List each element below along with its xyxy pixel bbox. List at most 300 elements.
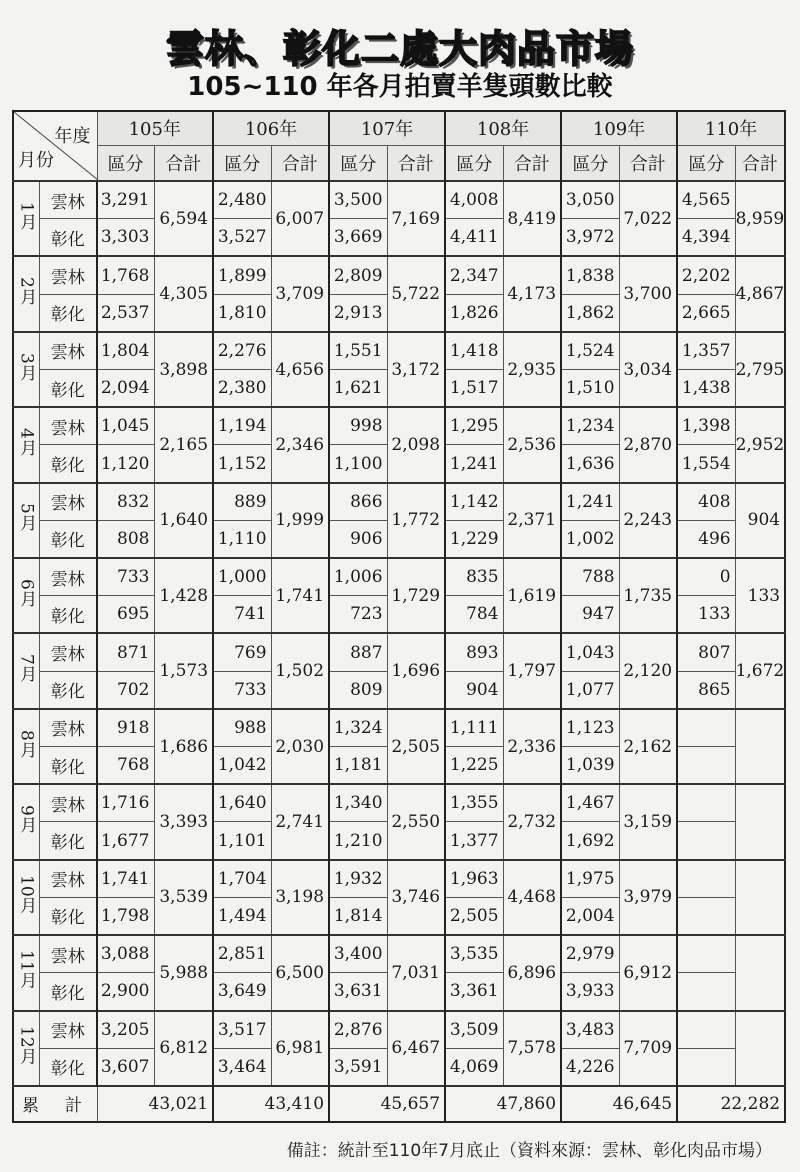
month-total: 3,172 — [387, 332, 445, 407]
region-label: 雲林 — [39, 407, 97, 445]
region-label: 彰化 — [39, 822, 97, 860]
table-row — [13, 332, 785, 370]
region-value: 4,008 — [445, 181, 503, 219]
region-value — [677, 784, 735, 822]
district-header: 區分 — [677, 145, 735, 181]
region-value: 832 — [97, 483, 154, 521]
month-total: 7,578 — [503, 1011, 561, 1086]
month-total: 3,393 — [154, 784, 213, 859]
cumulative-value: 46,645 — [561, 1086, 677, 1122]
region-value: 733 — [213, 671, 271, 709]
month-total: 2,371 — [503, 483, 561, 558]
region-value: 784 — [445, 596, 503, 634]
region-value: 3,483 — [561, 1011, 619, 1049]
month-text: 2月 — [16, 277, 37, 306]
region-value: 808 — [97, 520, 154, 558]
month-total: 1,729 — [387, 558, 445, 633]
region-value: 835 — [445, 558, 503, 596]
region-value: 3,464 — [213, 1048, 271, 1086]
region-label: 彰化 — [39, 294, 97, 332]
month-label — [13, 633, 39, 708]
region-value: 769 — [213, 633, 271, 671]
region-value: 1,045 — [97, 407, 154, 445]
region-value: 4,565 — [677, 181, 735, 219]
district-header: 區分 — [561, 145, 619, 181]
region-value: 1,110 — [213, 520, 271, 558]
region-value: 1,798 — [97, 897, 154, 935]
month-total: 2,741 — [271, 784, 329, 859]
region-value: 1,101 — [213, 822, 271, 860]
region-value: 1,899 — [213, 256, 271, 294]
month-text: 11月 — [16, 950, 37, 990]
region-value: 1,963 — [445, 860, 503, 898]
month-total: 6,467 — [387, 1011, 445, 1086]
region-value: 3,088 — [97, 935, 154, 973]
month-total: 3,709 — [271, 256, 329, 331]
region-label: 彰化 — [39, 445, 97, 483]
month-total: 2,952 — [735, 407, 785, 482]
total-header: 合計 — [503, 145, 561, 181]
region-value: 1,640 — [213, 784, 271, 822]
region-value: 1,225 — [445, 747, 503, 785]
month-text: 4月 — [16, 428, 37, 456]
month-text: 6月 — [16, 578, 37, 607]
region-value: 871 — [97, 633, 154, 671]
month-total: 1,686 — [154, 709, 213, 784]
month-total: 4,173 — [503, 256, 561, 331]
region-value: 893 — [445, 633, 503, 671]
cumulative-value: 43,410 — [213, 1086, 329, 1122]
region-value: 733 — [97, 558, 154, 596]
region-value: 947 — [561, 596, 619, 634]
month-total: 5,988 — [154, 935, 213, 1010]
year-header: 110年 — [677, 111, 785, 145]
region-value: 1,810 — [213, 294, 271, 332]
month-total: 6,896 — [503, 935, 561, 1010]
region-value: 1,324 — [329, 709, 387, 747]
month-total: 904 — [735, 483, 785, 558]
region-value: 4,411 — [445, 219, 503, 257]
region-value: 695 — [97, 596, 154, 634]
table-row — [13, 256, 785, 294]
header-row-years — [13, 111, 785, 145]
month-label — [13, 407, 39, 482]
month-text: 1月 — [16, 201, 37, 230]
month-total: 6,981 — [271, 1011, 329, 1086]
cumulative-value: 45,657 — [329, 1086, 445, 1122]
region-value: 4,394 — [677, 219, 735, 257]
region-value: 1,043 — [561, 633, 619, 671]
month-total: 3,198 — [271, 860, 329, 935]
month-total: 2,536 — [503, 407, 561, 482]
region-value: 723 — [329, 596, 387, 634]
region-value: 1,418 — [445, 332, 503, 370]
region-value: 3,535 — [445, 935, 503, 973]
region-value: 3,291 — [97, 181, 154, 219]
month-total: 1,573 — [154, 633, 213, 708]
month-text: 3月 — [16, 352, 37, 381]
region-value: 133 — [677, 596, 735, 634]
region-value: 1,741 — [97, 860, 154, 898]
region-value: 2,094 — [97, 370, 154, 408]
page-subtitle: 105~110 年各月拍賣羊隻頭數比較 — [187, 72, 613, 102]
corner-year-label: 年度 — [54, 126, 91, 147]
region-value: 906 — [329, 520, 387, 558]
region-value: 702 — [97, 671, 154, 709]
month-total — [735, 709, 785, 784]
region-value: 1,398 — [677, 407, 735, 445]
region-label: 雲林 — [39, 332, 97, 370]
month-total: 3,159 — [619, 784, 677, 859]
region-value: 918 — [97, 709, 154, 747]
month-total — [735, 1011, 785, 1086]
region-value: 1,111 — [445, 709, 503, 747]
district-header: 區分 — [329, 145, 387, 181]
corner-diagonal — [14, 112, 97, 180]
month-total: 3,746 — [387, 860, 445, 935]
month-total: 3,034 — [619, 332, 677, 407]
region-value: 496 — [677, 520, 735, 558]
month-total: 1,696 — [387, 633, 445, 708]
region-value: 1,181 — [329, 747, 387, 785]
month-total: 2,870 — [619, 407, 677, 482]
region-value: 1,524 — [561, 332, 619, 370]
region-value: 988 — [213, 709, 271, 747]
cumulative-value: 47,860 — [445, 1086, 561, 1122]
region-label: 雲林 — [39, 935, 97, 973]
region-value: 768 — [97, 747, 154, 785]
month-total: 6,812 — [154, 1011, 213, 1086]
region-value: 2,505 — [445, 897, 503, 935]
region-value: 1,932 — [329, 860, 387, 898]
region-value: 3,509 — [445, 1011, 503, 1049]
region-value: 3,972 — [561, 219, 619, 257]
region-value: 2,900 — [97, 973, 154, 1011]
region-value: 2,537 — [97, 294, 154, 332]
table-row — [13, 181, 785, 219]
month-total: 1,672 — [735, 633, 785, 708]
region-label: 彰化 — [39, 671, 97, 709]
region-value: 1,692 — [561, 822, 619, 860]
region-label: 雲林 — [39, 709, 97, 747]
region-value: 1,077 — [561, 671, 619, 709]
region-value: 1,826 — [445, 294, 503, 332]
region-label: 彰化 — [39, 897, 97, 935]
region-value: 904 — [445, 671, 503, 709]
region-label: 雲林 — [39, 1011, 97, 1049]
table-row — [13, 558, 785, 596]
region-label: 彰化 — [39, 747, 97, 785]
table-row — [13, 407, 785, 445]
month-total: 7,031 — [387, 935, 445, 1010]
month-label — [13, 483, 39, 558]
region-value: 1,704 — [213, 860, 271, 898]
month-total — [735, 935, 785, 1010]
region-value: 1,551 — [329, 332, 387, 370]
year-header: 107年 — [329, 111, 445, 145]
month-total: 7,169 — [387, 181, 445, 256]
region-value: 1,838 — [561, 256, 619, 294]
region-value: 998 — [329, 407, 387, 445]
district-header: 區分 — [445, 145, 503, 181]
month-total: 2,243 — [619, 483, 677, 558]
region-value: 1,517 — [445, 370, 503, 408]
region-value: 1,357 — [677, 332, 735, 370]
month-total: 2,120 — [619, 633, 677, 708]
year-header: 106年 — [213, 111, 329, 145]
region-value: 1,494 — [213, 897, 271, 935]
month-label — [13, 935, 39, 1010]
month-total: 8,419 — [503, 181, 561, 256]
region-value: 4,226 — [561, 1048, 619, 1086]
month-label — [13, 332, 39, 407]
region-value — [677, 860, 735, 898]
cumulative-value: 22,282 — [677, 1086, 785, 1122]
region-value: 2,347 — [445, 256, 503, 294]
month-label — [13, 256, 39, 331]
region-value: 3,591 — [329, 1048, 387, 1086]
region-value: 2,979 — [561, 935, 619, 973]
month-total: 1,640 — [154, 483, 213, 558]
month-total: 8,959 — [735, 181, 785, 256]
region-value: 1,120 — [97, 445, 154, 483]
region-value — [677, 1048, 735, 1086]
month-text: 12月 — [16, 1025, 37, 1065]
month-label — [13, 558, 39, 633]
region-value: 2,665 — [677, 294, 735, 332]
region-value: 2,276 — [213, 332, 271, 370]
region-value: 3,527 — [213, 219, 271, 257]
month-total — [735, 784, 785, 859]
region-value: 1,621 — [329, 370, 387, 408]
cumulative-row — [13, 1086, 785, 1122]
total-header: 合計 — [619, 145, 677, 181]
month-total: 3,898 — [154, 332, 213, 407]
region-value: 1,210 — [329, 822, 387, 860]
month-total: 7,022 — [619, 181, 677, 256]
region-value: 1,438 — [677, 370, 735, 408]
region-value — [677, 747, 735, 785]
region-value: 1,975 — [561, 860, 619, 898]
month-total: 1,797 — [503, 633, 561, 708]
month-total: 7,709 — [619, 1011, 677, 1086]
region-value: 889 — [213, 483, 271, 521]
region-value: 1,340 — [329, 784, 387, 822]
month-total: 2,795 — [735, 332, 785, 407]
year-header: 105年 — [97, 111, 213, 145]
cumulative-label: 累計 — [13, 1086, 97, 1122]
region-value: 3,607 — [97, 1048, 154, 1086]
region-value: 1,768 — [97, 256, 154, 294]
month-total: 133 — [735, 558, 785, 633]
region-value: 788 — [561, 558, 619, 596]
table-row — [13, 633, 785, 671]
month-text: 7月 — [16, 654, 37, 683]
region-value: 1,194 — [213, 407, 271, 445]
district-header: 區分 — [97, 145, 154, 181]
region-value: 1,295 — [445, 407, 503, 445]
sheep-auction-table — [12, 110, 786, 1123]
total-header: 合計 — [735, 145, 785, 181]
month-total: 1,999 — [271, 483, 329, 558]
region-value: 3,500 — [329, 181, 387, 219]
month-total: 2,336 — [503, 709, 561, 784]
month-total: 2,162 — [619, 709, 677, 784]
region-value: 1,636 — [561, 445, 619, 483]
region-label: 雲林 — [39, 784, 97, 822]
region-value: 3,303 — [97, 219, 154, 257]
region-value: 2,480 — [213, 181, 271, 219]
month-text: 5月 — [16, 503, 37, 532]
region-value: 1,554 — [677, 445, 735, 483]
month-total: 1,502 — [271, 633, 329, 708]
region-value: 1,152 — [213, 445, 271, 483]
region-value: 1,510 — [561, 370, 619, 408]
region-value: 1,677 — [97, 822, 154, 860]
month-text: 9月 — [16, 805, 37, 833]
region-value: 741 — [213, 596, 271, 634]
month-total: 2,935 — [503, 332, 561, 407]
year-header: 109年 — [561, 111, 677, 145]
month-total: 2,550 — [387, 784, 445, 859]
region-value: 3,361 — [445, 973, 503, 1011]
region-label: 彰化 — [39, 370, 97, 408]
region-label: 彰化 — [39, 1048, 97, 1086]
year-header: 108年 — [445, 111, 561, 145]
cumulative-value: 43,021 — [97, 1086, 213, 1122]
total-header: 合計 — [154, 145, 213, 181]
table-row — [13, 483, 785, 521]
month-total: 3,700 — [619, 256, 677, 331]
month-total: 6,912 — [619, 935, 677, 1010]
month-total: 1,735 — [619, 558, 677, 633]
region-label: 彰化 — [39, 219, 97, 257]
total-header: 合計 — [387, 145, 445, 181]
region-label: 雲林 — [39, 256, 97, 294]
month-total: 4,656 — [271, 332, 329, 407]
region-value: 1,123 — [561, 709, 619, 747]
region-value: 4,069 — [445, 1048, 503, 1086]
region-value: 1,100 — [329, 445, 387, 483]
region-label: 雲林 — [39, 860, 97, 898]
month-total: 3,539 — [154, 860, 213, 935]
region-value: 1,000 — [213, 558, 271, 596]
region-value: 408 — [677, 483, 735, 521]
corner-month-label: 月份 — [18, 150, 54, 172]
table-row — [13, 709, 785, 747]
region-value: 809 — [329, 671, 387, 709]
region-label: 彰化 — [39, 973, 97, 1011]
month-total: 3,979 — [619, 860, 677, 935]
region-value — [677, 709, 735, 747]
month-total: 1,428 — [154, 558, 213, 633]
page-title: 雲林、彰化二處大肉品市場 — [165, 27, 634, 71]
region-value: 2,913 — [329, 294, 387, 332]
region-label: 雲林 — [39, 181, 97, 219]
region-value: 1,039 — [561, 747, 619, 785]
region-value: 3,933 — [561, 973, 619, 1011]
region-value: 3,631 — [329, 973, 387, 1011]
region-label: 彰化 — [39, 596, 97, 634]
month-total: 6,594 — [154, 181, 213, 256]
month-total: 2,030 — [271, 709, 329, 784]
total-header: 合計 — [271, 145, 329, 181]
month-total: 2,165 — [154, 407, 213, 482]
region-value: 3,649 — [213, 973, 271, 1011]
table-row — [13, 784, 785, 822]
region-value: 2,851 — [213, 935, 271, 973]
region-label: 雲林 — [39, 558, 97, 596]
region-value: 3,205 — [97, 1011, 154, 1049]
region-value: 866 — [329, 483, 387, 521]
region-value: 3,400 — [329, 935, 387, 973]
region-value — [677, 897, 735, 935]
month-total: 2,732 — [503, 784, 561, 859]
region-value — [677, 822, 735, 860]
table-row — [13, 935, 785, 973]
month-total — [735, 860, 785, 935]
region-value: 2,876 — [329, 1011, 387, 1049]
region-value: 1,006 — [329, 558, 387, 596]
region-label: 雲林 — [39, 483, 97, 521]
month-label — [13, 1011, 39, 1086]
month-label — [13, 181, 39, 256]
region-value — [677, 1011, 735, 1049]
region-value: 1,229 — [445, 520, 503, 558]
region-value: 2,809 — [329, 256, 387, 294]
region-value: 1,814 — [329, 897, 387, 935]
region-value: 2,380 — [213, 370, 271, 408]
month-total: 2,346 — [271, 407, 329, 482]
month-total: 2,505 — [387, 709, 445, 784]
region-value: 1,042 — [213, 747, 271, 785]
table-row — [13, 860, 785, 898]
region-value: 1,716 — [97, 784, 154, 822]
region-value: 1,355 — [445, 784, 503, 822]
region-value: 2,004 — [561, 897, 619, 935]
table-row — [13, 1011, 785, 1049]
month-total: 6,007 — [271, 181, 329, 256]
month-total: 1,619 — [503, 558, 561, 633]
region-value: 1,241 — [445, 445, 503, 483]
month-text: 8月 — [16, 729, 37, 758]
month-text: 10月 — [16, 875, 37, 914]
month-total: 4,468 — [503, 860, 561, 935]
header-row-sub — [13, 145, 785, 181]
month-total: 1,772 — [387, 483, 445, 558]
district-header: 區分 — [213, 145, 271, 181]
region-value: 865 — [677, 671, 735, 709]
region-value: 3,669 — [329, 219, 387, 257]
region-value: 1,804 — [97, 332, 154, 370]
region-value: 1,002 — [561, 520, 619, 558]
month-total: 4,867 — [735, 256, 785, 331]
month-label — [13, 709, 39, 784]
region-value: 807 — [677, 633, 735, 671]
footnote: 備註：統計至110年7月底止（資料來源：雲林、彰化肉品市場） — [286, 1141, 772, 1161]
region-label: 彰化 — [39, 520, 97, 558]
month-label — [13, 860, 39, 935]
region-label: 雲林 — [39, 633, 97, 671]
region-value: 1,142 — [445, 483, 503, 521]
region-value: 1,234 — [561, 407, 619, 445]
month-total: 6,500 — [271, 935, 329, 1010]
region-value: 1,241 — [561, 483, 619, 521]
month-total: 2,098 — [387, 407, 445, 482]
month-total: 1,741 — [271, 558, 329, 633]
month-total: 5,722 — [387, 256, 445, 331]
region-value: 1,377 — [445, 822, 503, 860]
